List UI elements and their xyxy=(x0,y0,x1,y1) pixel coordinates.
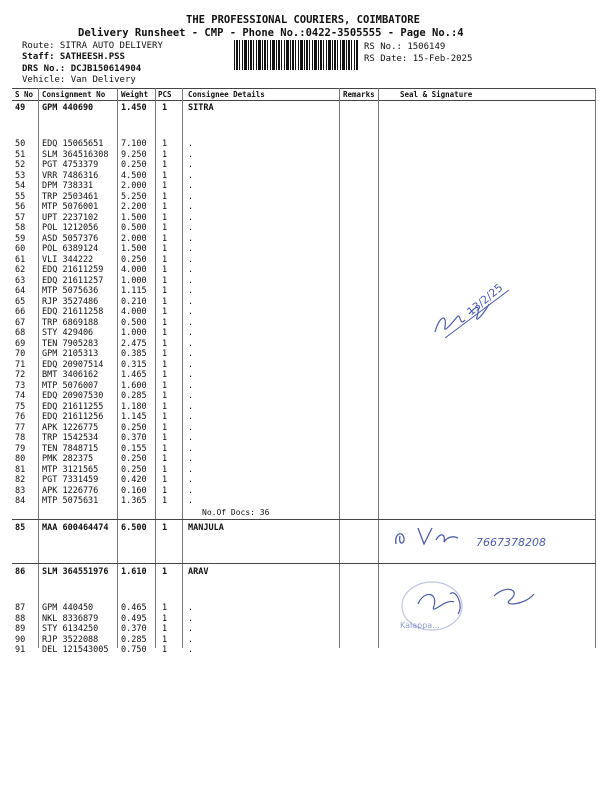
pcs: 1 xyxy=(162,103,168,113)
consignment-no: EDQ 21611255 xyxy=(42,401,104,412)
sno: 56 xyxy=(15,202,26,212)
consignee: . xyxy=(188,223,194,233)
signature-date: 13/2/25 xyxy=(464,281,506,319)
pcs: 1 xyxy=(162,233,168,244)
table-row xyxy=(0,370,600,380)
sno: 64 xyxy=(15,286,26,296)
pcs: 1 xyxy=(162,286,168,296)
pcs: 1 xyxy=(162,275,168,286)
consignee: . xyxy=(188,307,194,317)
consignment-no: MTP 3121565 xyxy=(42,464,99,475)
pcs: 1 xyxy=(162,496,168,506)
consignee: . xyxy=(188,613,194,624)
weight: 0.285 xyxy=(121,634,147,645)
sno: 81 xyxy=(15,464,26,475)
table-header xyxy=(0,90,600,100)
table-row xyxy=(0,202,600,212)
signature-1 xyxy=(425,272,525,352)
consignee: . xyxy=(188,391,194,401)
weight: 1.500 xyxy=(121,244,147,254)
weight: 1.365 xyxy=(121,496,147,506)
sno: 49 xyxy=(15,103,26,113)
pcs: 1 xyxy=(162,567,168,577)
consignment-no: EDQ 21611259 xyxy=(42,265,104,275)
pcs: 1 xyxy=(162,317,168,328)
consignment-no: EDQ 21611258 xyxy=(42,307,104,317)
consignment-no: NKL 8336879 xyxy=(42,613,99,624)
consignee: . xyxy=(188,443,194,454)
weight: 6.500 xyxy=(121,523,147,533)
consignee: . xyxy=(188,244,194,254)
weight: 4.000 xyxy=(121,265,147,275)
pcs: 1 xyxy=(162,401,168,412)
weight: 1.145 xyxy=(121,412,147,422)
sno: 58 xyxy=(15,223,26,233)
pcs: 1 xyxy=(162,359,168,370)
consignee: . xyxy=(188,496,194,506)
sno: 78 xyxy=(15,433,26,443)
pcs: 1 xyxy=(162,328,168,338)
consignment-no: RJP 3527486 xyxy=(42,296,99,307)
sno: 63 xyxy=(15,275,26,286)
consignee: . xyxy=(188,233,194,244)
consignee: . xyxy=(188,265,194,275)
table-row xyxy=(0,454,600,464)
table-row xyxy=(0,645,600,655)
sno: 77 xyxy=(15,422,26,433)
consignee: . xyxy=(188,359,194,370)
consignee: . xyxy=(188,634,194,645)
table-row xyxy=(0,223,600,233)
consignment-no: PMK 282375 xyxy=(42,454,94,464)
pcs: 1 xyxy=(162,181,168,191)
consignment-no: TRP 6869188 xyxy=(42,317,99,328)
sno: 54 xyxy=(15,181,26,191)
consignment-no: MTP 5076007 xyxy=(42,380,99,391)
consignment-no: POL 6389124 xyxy=(42,244,99,254)
weight: 0.500 xyxy=(121,223,147,233)
pcs: 1 xyxy=(162,149,168,160)
consignment-no: EDQ 21611256 xyxy=(42,412,104,422)
sno: 65 xyxy=(15,296,26,307)
table-row xyxy=(0,381,600,391)
consignee: . xyxy=(188,370,194,380)
weight: 0.500 xyxy=(121,317,147,328)
weight: 1.500 xyxy=(121,212,147,223)
pcs: 1 xyxy=(162,160,168,170)
weight: 0.315 xyxy=(121,359,147,370)
signature-2 xyxy=(392,516,582,556)
no-of-docs: No.Of Docs: 36 xyxy=(202,508,270,517)
consignment-no: EDQ 21611257 xyxy=(42,275,104,286)
table-row xyxy=(0,255,600,265)
sno: 76 xyxy=(15,412,26,422)
sno: 86 xyxy=(15,567,26,577)
table-row xyxy=(0,475,600,485)
weight: 4.000 xyxy=(121,307,147,317)
sno: 74 xyxy=(15,391,26,401)
consignee: . xyxy=(188,254,194,265)
weight: 1.180 xyxy=(121,401,147,412)
weight: 4.500 xyxy=(121,170,147,181)
consignee: . xyxy=(188,139,194,149)
consignment-no: GPM 440690 xyxy=(42,103,94,113)
weight: 2.000 xyxy=(121,233,147,244)
weight: 0.285 xyxy=(121,391,147,401)
sno: 70 xyxy=(15,349,26,359)
weight: 0.250 xyxy=(121,160,147,170)
consignment-no: ASD 5057376 xyxy=(42,233,99,244)
weight: 1.450 xyxy=(121,103,147,113)
consignee: . xyxy=(188,328,194,338)
consignee: . xyxy=(188,317,194,328)
consignment-no: GPM 440450 xyxy=(42,603,94,613)
sno: 53 xyxy=(15,170,26,181)
rs-date: RS Date: 15-Feb-2025 xyxy=(364,54,473,64)
pcs: 1 xyxy=(162,296,168,307)
consignee: . xyxy=(188,275,194,286)
pcs: 1 xyxy=(162,244,168,254)
pcs: 1 xyxy=(162,613,168,624)
weight: 0.495 xyxy=(121,613,147,624)
consignment-no: EDQ 20907514 xyxy=(42,359,104,370)
weight: 0.250 xyxy=(121,422,147,433)
pcs: 1 xyxy=(162,191,168,202)
weight: 1.000 xyxy=(121,275,147,286)
sno: 52 xyxy=(15,160,26,170)
consignee: . xyxy=(188,624,194,634)
sno: 71 xyxy=(15,359,26,370)
table-row xyxy=(0,635,600,645)
col-header-sno: S No xyxy=(15,90,34,99)
pcs: 1 xyxy=(162,202,168,212)
table-row xyxy=(0,213,600,223)
sno: 55 xyxy=(15,191,26,202)
consignee: . xyxy=(188,349,194,359)
consignment-no: MAA 600464474 xyxy=(42,523,109,533)
weight: 9.250 xyxy=(121,149,147,160)
table-row xyxy=(0,160,600,170)
drs-number: DRS No.: DCJB150614904 xyxy=(22,64,142,74)
pcs: 1 xyxy=(162,443,168,454)
table-row xyxy=(0,181,600,191)
pcs: 1 xyxy=(162,139,168,149)
group-rule xyxy=(12,563,596,564)
table-row xyxy=(0,171,600,181)
consignee: . xyxy=(188,202,194,212)
table-row xyxy=(0,150,600,160)
sno: 83 xyxy=(15,485,26,496)
col-header-consignee: Consignee Details xyxy=(188,90,265,99)
weight: 0.250 xyxy=(121,454,147,464)
weight: 0.370 xyxy=(121,433,147,443)
consignee: . xyxy=(188,191,194,202)
pcs: 1 xyxy=(162,254,168,265)
weight: 0.250 xyxy=(121,254,147,265)
pcs: 1 xyxy=(162,433,168,443)
table-top-rule xyxy=(12,88,596,89)
consignee: . xyxy=(188,603,194,613)
table-row xyxy=(0,423,600,433)
table-row xyxy=(0,412,600,422)
company-title: THE PROFESSIONAL COURIERS, COIMBATORE xyxy=(186,14,420,26)
consignee: . xyxy=(188,160,194,170)
vehicle: Vehicle: Van Delivery xyxy=(22,75,136,85)
consignment-no: VRR 7486316 xyxy=(42,170,99,181)
consignment-no: EDQ 15065651 xyxy=(42,139,104,149)
weight: 1.465 xyxy=(121,370,147,380)
sno: 51 xyxy=(15,149,26,160)
table-row xyxy=(0,433,600,443)
sno: 59 xyxy=(15,233,26,244)
sno: 80 xyxy=(15,454,26,464)
pcs: 1 xyxy=(162,212,168,223)
weight: 1.610 xyxy=(121,567,147,577)
pcs: 1 xyxy=(162,349,168,359)
pcs: 1 xyxy=(162,307,168,317)
pcs: 1 xyxy=(162,485,168,496)
consignee: ARAV xyxy=(188,567,209,577)
sno: 85 xyxy=(15,523,26,533)
consignment-no: POL 1212056 xyxy=(42,223,99,233)
consignee: . xyxy=(188,454,194,464)
table-row xyxy=(0,391,600,401)
consignment-no: APK 1226776 xyxy=(42,485,99,496)
table-row xyxy=(0,444,600,454)
consignment-no: VLI 344222 xyxy=(42,254,94,265)
consignee: . xyxy=(188,401,194,412)
pcs: 1 xyxy=(162,603,168,613)
col-header-pcs: PCS xyxy=(158,90,172,99)
runsheet-subtitle: Delivery Runsheet - CMP - Phone No.:0422-3505555 - Page No.:4 xyxy=(78,27,464,39)
weight: 1.115 xyxy=(121,286,147,296)
table-row xyxy=(0,192,600,202)
sno: 50 xyxy=(15,139,26,149)
consignee: MANJULA xyxy=(188,523,224,533)
weight: 7.100 xyxy=(121,139,147,149)
staff: Staff: SATHEESH.PSS xyxy=(22,52,125,62)
consignee: . xyxy=(188,422,194,433)
pcs: 1 xyxy=(162,412,168,422)
pcs: 1 xyxy=(162,645,168,655)
consignment-no: STY 429406 xyxy=(42,328,94,338)
rs-number: RS No.: 1506149 xyxy=(364,42,446,52)
col-header-remarks: Remarks xyxy=(343,90,375,99)
table-row xyxy=(0,234,600,244)
sno: 57 xyxy=(15,212,26,223)
consignee: . xyxy=(188,338,194,349)
table-row xyxy=(0,244,600,254)
consignment-no: MTP 5075631 xyxy=(42,496,99,506)
table-row xyxy=(0,103,600,113)
weight: 0.155 xyxy=(121,443,147,454)
table-row xyxy=(0,139,600,149)
weight: 0.370 xyxy=(121,624,147,634)
sno: 87 xyxy=(15,603,26,613)
col-header-weight: Weight xyxy=(121,90,149,99)
table-row xyxy=(0,360,600,370)
consignment-no: MTP 5075636 xyxy=(42,286,99,296)
weight: 0.210 xyxy=(121,296,147,307)
consignment-no: SLM 364551976 xyxy=(42,567,109,577)
consignment-no: DPM 738331 xyxy=(42,181,94,191)
consignment-no: TEN 7905283 xyxy=(42,338,99,349)
consignee: . xyxy=(188,380,194,391)
stamp-signature xyxy=(398,576,548,634)
sno: 84 xyxy=(15,496,26,506)
sno: 67 xyxy=(15,317,26,328)
weight: 1.600 xyxy=(121,380,147,391)
consignment-no: DEL 121543005 xyxy=(42,645,109,655)
table-row xyxy=(0,496,600,506)
consignee: . xyxy=(188,181,194,191)
weight: 0.750 xyxy=(121,645,147,655)
weight: 0.385 xyxy=(121,349,147,359)
consignee: . xyxy=(188,296,194,307)
consignment-no: GPM 2105313 xyxy=(42,349,99,359)
sno: 69 xyxy=(15,338,26,349)
sno: 60 xyxy=(15,244,26,254)
consignee: . xyxy=(188,464,194,475)
pcs: 1 xyxy=(162,380,168,391)
sno: 90 xyxy=(15,634,26,645)
consignee: . xyxy=(188,412,194,422)
weight: 5.250 xyxy=(121,191,147,202)
consignment-no: PGT 7331459 xyxy=(42,475,99,485)
consignment-no: TEN 7848715 xyxy=(42,443,99,454)
table-row xyxy=(0,465,600,475)
sno: 61 xyxy=(15,254,26,265)
consignment-no: BMT 3406162 xyxy=(42,370,99,380)
pcs: 1 xyxy=(162,370,168,380)
pcs: 1 xyxy=(162,634,168,645)
pcs: 1 xyxy=(162,391,168,401)
weight: 0.420 xyxy=(121,475,147,485)
consignee: . xyxy=(188,170,194,181)
sno: 79 xyxy=(15,443,26,454)
weight: 0.160 xyxy=(121,485,147,496)
weight: 2.000 xyxy=(121,181,147,191)
consignment-no: TRP 2503461 xyxy=(42,191,99,202)
pcs: 1 xyxy=(162,454,168,464)
pcs: 1 xyxy=(162,464,168,475)
signature-phone: 7667378208 xyxy=(476,536,546,549)
col-header-consignment: Consignment No xyxy=(42,90,106,99)
pcs: 1 xyxy=(162,170,168,181)
pcs: 1 xyxy=(162,223,168,233)
sno: 73 xyxy=(15,380,26,391)
pcs: 1 xyxy=(162,338,168,349)
sno: 82 xyxy=(15,475,26,485)
consignment-no: SLM 364516308 xyxy=(42,149,109,160)
consignment-no: EDQ 20907530 xyxy=(42,391,104,401)
consignment-no: PGT 4753379 xyxy=(42,160,99,170)
weight: 0.250 xyxy=(121,464,147,475)
consignee: . xyxy=(188,475,194,485)
consignee: . xyxy=(188,286,194,296)
consignment-no: APK 1226775 xyxy=(42,422,99,433)
consignee: . xyxy=(188,212,194,223)
route: Route: SITRA AUTO DELIVERY xyxy=(22,41,163,51)
sno: 66 xyxy=(15,307,26,317)
barcode-image xyxy=(234,40,358,70)
weight: 0.465 xyxy=(121,603,147,613)
table-row xyxy=(0,402,600,412)
consignment-no: UPT 2237102 xyxy=(42,212,99,223)
stamp-text: Kalappa... xyxy=(400,621,440,630)
sno: 88 xyxy=(15,613,26,624)
consignee: . xyxy=(188,645,194,655)
weight: 1.000 xyxy=(121,328,147,338)
pcs: 1 xyxy=(162,624,168,634)
weight: 2.200 xyxy=(121,202,147,212)
pcs: 1 xyxy=(162,422,168,433)
sno: 75 xyxy=(15,401,26,412)
sno: 91 xyxy=(15,645,26,655)
col-header-signature: Seal & Signature xyxy=(400,90,473,99)
consignee: SITRA xyxy=(188,103,214,113)
sno: 72 xyxy=(15,370,26,380)
pcs: 1 xyxy=(162,475,168,485)
weight: 2.475 xyxy=(121,338,147,349)
consignment-no: TRP 1542534 xyxy=(42,433,99,443)
consignee: . xyxy=(188,433,194,443)
table-header-rule xyxy=(12,100,596,101)
sno: 68 xyxy=(15,328,26,338)
consignee: . xyxy=(188,485,194,496)
consignment-no: MTP 5076001 xyxy=(42,202,99,212)
sno: 62 xyxy=(15,265,26,275)
pcs: 1 xyxy=(162,265,168,275)
consignment-no: STY 6134250 xyxy=(42,624,99,634)
consignment-no: RJP 3522088 xyxy=(42,634,99,645)
table-row xyxy=(0,486,600,496)
consignee: . xyxy=(188,149,194,160)
sno: 89 xyxy=(15,624,26,634)
pcs: 1 xyxy=(162,523,168,533)
